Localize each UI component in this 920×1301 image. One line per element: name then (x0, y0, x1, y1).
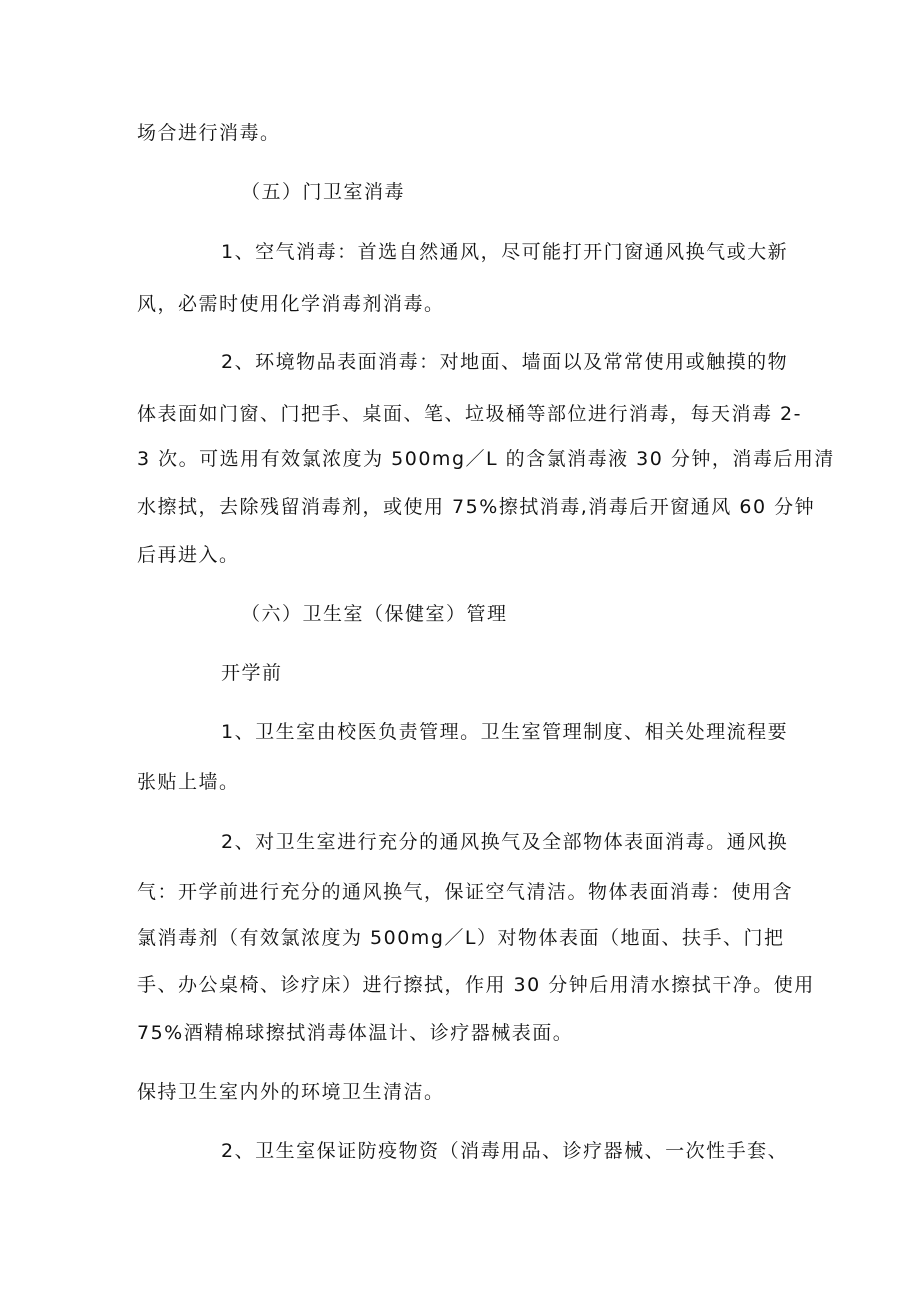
paragraph-line: 张贴上墙。 (137, 771, 240, 793)
paragraph-line: 2、卫生室保证防疫物资（消毒用品、诊疗器械、一次性手套、 (221, 1140, 789, 1162)
paragraph-line: 1、空气消毒：首选自然通风，尽可能打开门窗通风换气或大新 (221, 241, 789, 263)
paragraph-line: 风，必需时使用化学消毒剂消毒。 (137, 293, 445, 315)
subheading: 开学前 (221, 662, 283, 684)
paragraph-line: 气：开学前进行充分的通风换气，保证空气清洁。物体表面消毒：使用含 (137, 881, 794, 903)
paragraph-line: 场合进行消毒。 (137, 122, 281, 144)
paragraph-line: 2、对卫生室进行充分的通风换气及全部物体表面消毒。通风换 (221, 831, 789, 853)
paragraph-line: 手、办公桌椅、诊疗床）进行擦拭，作用 30 分钟后用清水擦拭干净。使用 (137, 974, 815, 996)
paragraph-line: 氯消毒剂（有效氯浓度为 500mg／L）对物体表面（地面、扶手、门把 (137, 927, 785, 949)
paragraph-line: 水擦拭，去除残留消毒剂，或使用 75%擦拭消毒,消毒后开窗通风 60 分钟 (137, 496, 816, 518)
paragraph-line: 保持卫生室内外的环境卫生清洁。 (137, 1081, 445, 1103)
paragraph-line: 体表面如门窗、门把手、桌面、笔、垃圾桶等部位进行消毒，每天消毒 2- (137, 403, 802, 425)
paragraph-line: 75%酒精棉球擦拭消毒体温计、诊疗器械表面。 (137, 1022, 574, 1044)
paragraph-line: 后再进入。 (137, 544, 240, 566)
paragraph-line: 3 次。可选用有效氯浓度为 500mg／L 的含氯消毒液 30 分钟，消毒后用清 (137, 448, 835, 470)
section-heading: （五）门卫室消毒 (241, 181, 406, 203)
paragraph-line: 1、卫生室由校医负责管理。卫生室管理制度、相关处理流程要 (221, 721, 789, 743)
section-heading: （六）卫生室（保健室）管理 (241, 603, 508, 625)
paragraph-line: 2、环境物品表面消毒：对地面、墙面以及常常使用或触摸的物 (221, 351, 789, 373)
